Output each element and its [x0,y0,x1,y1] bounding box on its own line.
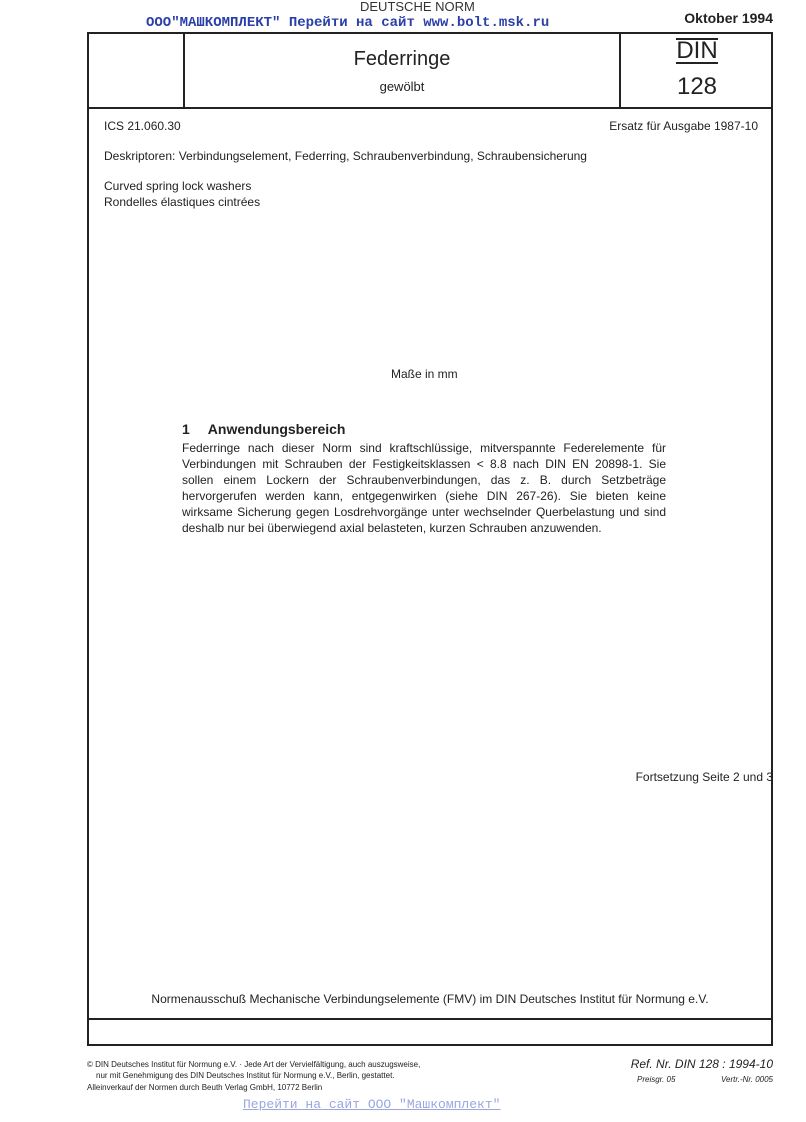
replacement-note: Ersatz für Ausgabe 1987-10 [609,119,758,133]
reference-number: Ref. Nr. DIN 128 : 1994-10 [630,1057,773,1071]
din-number: 128 [676,73,718,100]
copyright-line2: nur mit Genehmigung des DIN Deutsches Institut für Normung e.V., Berlin, gestattet. [96,1071,395,1080]
issue-date: Oktober 1994 [684,10,773,26]
section-body: Federringe nach dieser Norm sind kraftschlüssige, mitverspannte Federelemente für Verbindungen mit Schrauben der Festigkeitsklassen < 8.8 nach DIN EN 20898-1. Sie sollen einem Lockern der Schraubenverbindungen, das z. B. durch Setzbeträge hervorgerufen werden kann, entgegenwirken (siehe DIN 267-26). Sie bieten keine wirksame Sicherung gegen Losdrehvorgänge unter wechselnder Querbelastung und sind deshalb nur bei überwiegend axial belasteten, kurzen Schrauben anzuwenden. [182,441,666,535]
section-title: Anwendungsbereich [207,421,346,437]
section-number: 1 [182,421,190,437]
divider [87,1018,773,1020]
title-french: Rondelles élastiques cintrées [104,195,261,209]
copyright-line1: © DIN Deutsches Institut für Normung e.V. · Jede Art der Vervielfältigung, auch auszugsweise, [87,1060,421,1069]
site-banner-link[interactable]: ООО"МАШКОМПЛЕКТ" Перейти на сайт www.bolt.msk.ru [146,15,550,31]
distribution-number: Vertr.-Nr. 0005 [720,1075,773,1084]
din-logo [621,38,773,64]
section-heading [182,421,345,437]
ics-code: ICS 21.060.30 [104,119,181,133]
document-title: Federringe [353,48,451,70]
title-english: Curved spring lock washers [104,179,252,193]
divider [87,107,773,109]
norm-label: DEUTSCHE NORM [360,0,475,14]
continuation-note: Fortsetzung Seite 2 und 3 [635,770,773,784]
site-footer-link[interactable]: Перейти на сайт ООО "Машкомплект" [243,1097,501,1112]
sales-note: Alleinverkauf der Normen durch Beuth Verlag GmbH, 10772 Berlin [87,1083,323,1092]
committee: Normenausschuß Mechanische Verbindungselemente (FMV) im DIN Deutsches Institut für Normung e.V. [151,992,709,1006]
document-subtitle: gewölbt [379,79,425,94]
descriptors: Deskriptoren: Verbindungselement, Federring, Schraubenverbindung, Schraubensicherung [104,149,587,163]
price-group: Preisgr. 05 [637,1075,676,1084]
din-label: DIN [676,37,718,64]
units-note: Maße in mm [391,367,458,381]
